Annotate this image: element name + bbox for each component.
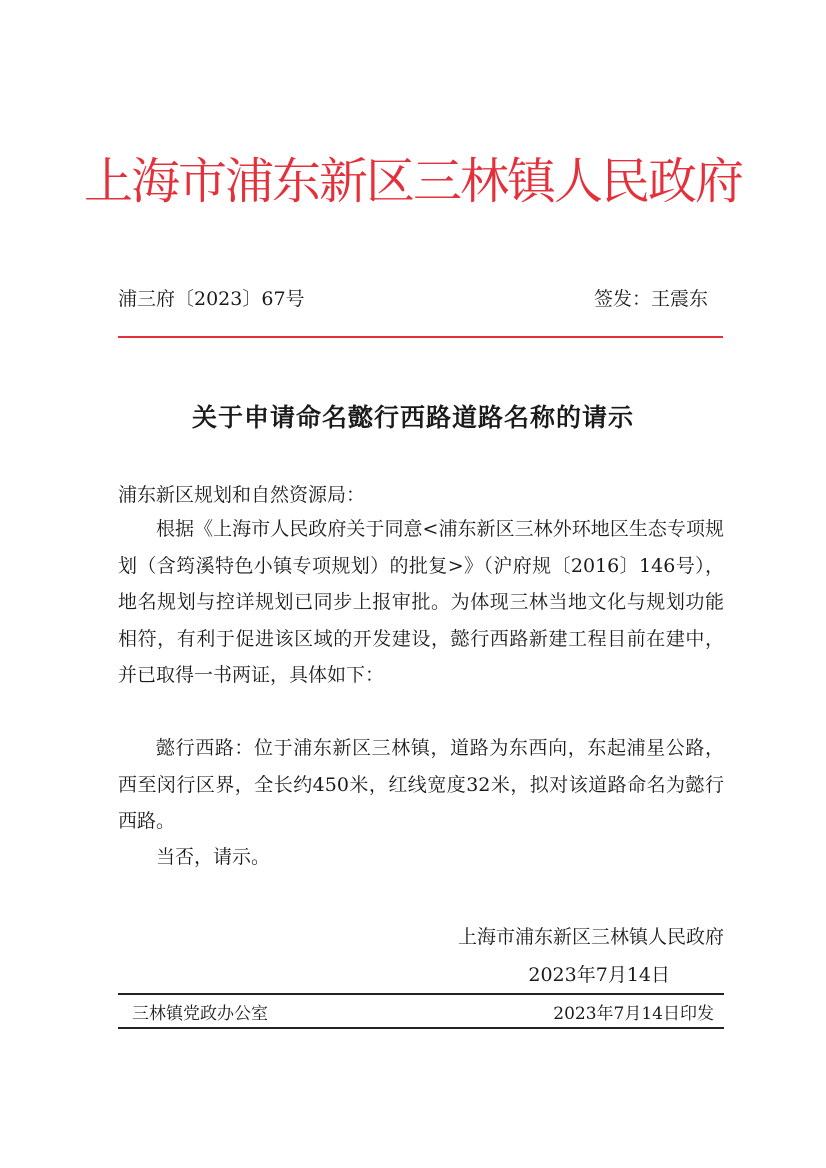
footer-print-date: 2023年7月14日印发 [553, 1004, 714, 1024]
body-paragraph-closing: 当否，请示。 [156, 846, 271, 868]
document-title: 关于申请命名懿行西路道路名称的请示 [191, 403, 634, 432]
government-header-title: 上海市浦东新区三林镇人民政府 [83, 153, 742, 210]
body-paragraph-basis: 根据《上海市人民政府关于同意<浦东新区三林外环地区生态专项规划（含筠溪特色小镇专项规划）的批复>》（沪府规〔2016〕146号），地名规划与控详规划已同步上报审批。为体现三林当地文化与规划功能相符，有利于促进该区域的开发建设，懿行西路新建工程目前在建中，并已取得一书两证，具体如下： [118, 518, 724, 686]
document-number: 浦三府〔2023〕67号 [118, 288, 305, 310]
red-separator-line [118, 336, 723, 338]
footer-office: 三林镇党政办公室 [132, 1004, 268, 1024]
signing-date: 2023年7月14日 [528, 964, 670, 986]
footer-bottom-rule [118, 1027, 724, 1029]
signing-organization: 上海市浦东新区三林镇人民政府 [457, 926, 724, 948]
issuer-signature: 签发：王震东 [593, 288, 708, 310]
recipient-line: 浦东新区规划和自然资源局： [118, 484, 366, 506]
footer-top-rule [118, 993, 724, 995]
body-paragraph-road-details: 懿行西路：位于浦东新区三林镇，道路为东西向，东起浦星公路，西至闵行区界，全长约450米，红线宽度32米，拟对该道路命名为懿行西路。 [118, 737, 724, 832]
